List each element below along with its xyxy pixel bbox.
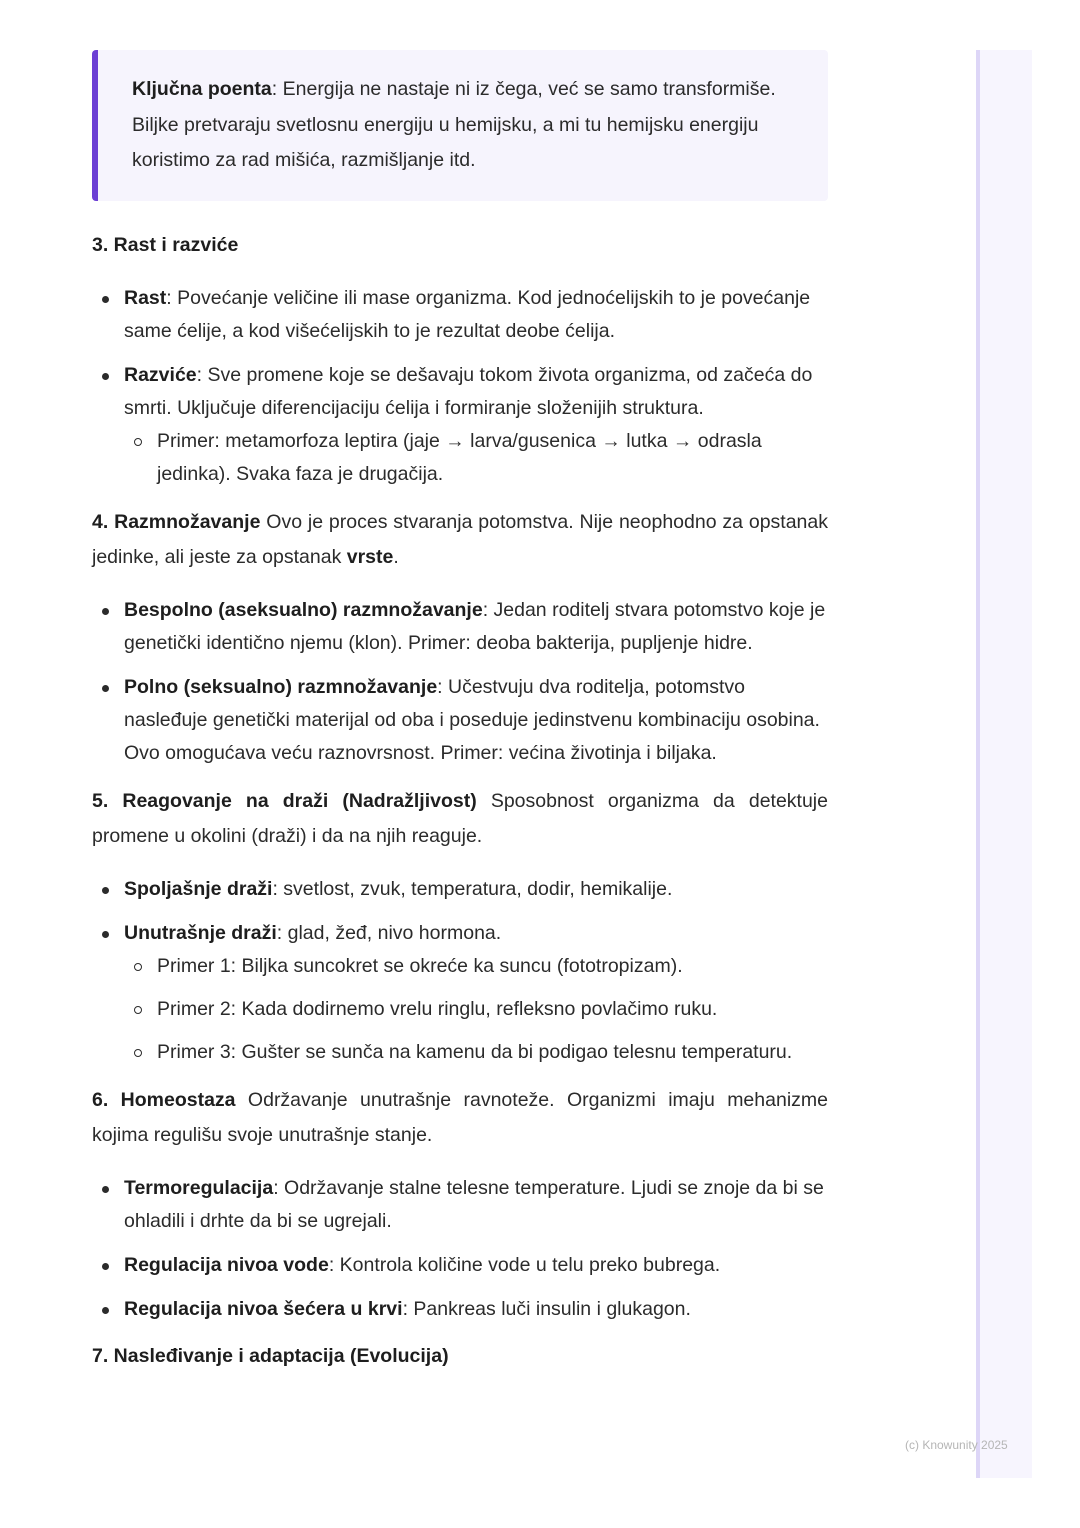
list-item xyxy=(92,1293,828,1326)
sub-list xyxy=(124,425,828,491)
sub-list xyxy=(124,950,828,1069)
definition: : Kontrola količine vode u telu preko bubrega. xyxy=(328,1253,721,1276)
definition: : Jedan roditelj stvara potomstvo koje je genetički identično njemu (klon). Primer: deoba bakterija, pupljenje hidre. xyxy=(124,598,826,654)
copyright-footer: (c) Knowunity 2025 xyxy=(905,1438,1008,1452)
section-stimuli-intro xyxy=(92,784,828,854)
reproduction-list xyxy=(92,594,828,770)
section-homeostasis-intro xyxy=(92,1083,828,1153)
term: Polno (seksualno) razmnožavanje xyxy=(124,675,438,698)
definition: : Povećanje veličine ili mase organizma. Kod jednoćelijskih to je povećanje same ćelije, a kod višećelijskih to je rezultat deobe ćelija. xyxy=(124,286,811,342)
section-text: Sposobnost organizma da detektuje promene u okolini (draži) i da na njih reaguje. xyxy=(92,789,828,847)
sub-list-item: Primer: metamorfoza leptira (jaje → larva/gusenica → lutka → odrasla jedinka). Svaka faza je drugačija. xyxy=(124,425,828,491)
term: Regulacija nivoa šećera u krvi xyxy=(124,1297,403,1320)
list-item xyxy=(92,1172,828,1238)
term: Spoljašnje draži xyxy=(124,877,273,900)
sub-list-item: Primer 1: Biljka suncokret se okreće ka suncu (fototropizam). xyxy=(124,950,828,983)
document-content xyxy=(92,50,828,1393)
growth-list xyxy=(92,282,828,491)
term: Unutrašnje draži xyxy=(124,921,277,944)
emphasis: vrste xyxy=(346,545,394,568)
section-heading-growth: 3. Rast i razviće xyxy=(92,233,239,256)
list-item xyxy=(92,1249,828,1282)
definition: : Učestvuju dva roditelja, potomstvo nasleđuje genetički materijal od oba i poseduje jedinstvenu kombinaciju osobina. Ovo omogućava veću raznovrsnost. Primer: većina životinja i biljaka. xyxy=(124,675,820,764)
section-title: 6. Homeostaza xyxy=(92,1088,236,1111)
section-heading-evolution: 7. Nasleđivanje i adaptacija (Evolucija) xyxy=(92,1344,449,1367)
list-item xyxy=(92,359,828,491)
list-item xyxy=(92,873,828,906)
section-title: 4. Razmnožavanje xyxy=(92,510,261,533)
callout-label: Ključna poenta xyxy=(132,78,272,100)
stimuli-list xyxy=(92,873,828,1069)
list-item xyxy=(92,917,828,1069)
callout-text: : Energija ne nastaje ni iz čega, već se samo transformiše. Biljke pretvaraju svetlosnu energiju u hemijsku, a mi tu hemijsku energiju koristimo za rad mišića, razmišljanje itd. xyxy=(132,78,776,171)
definition: : glad, žeđ, nivo hormona. xyxy=(276,921,502,944)
homeostasis-list xyxy=(92,1172,828,1326)
definition: : svetlost, zvuk, temperatura, dodir, hemikalije. xyxy=(272,877,673,900)
list-item xyxy=(92,594,828,660)
section-text: Ovo je proces stvaranja potomstva. Nije neophodno za opstanak jedinke, ali jeste za opstanak xyxy=(92,510,828,568)
sub-list-item: Primer 3: Gušter se sunča na kamenu da bi podigao telesnu temperaturu. xyxy=(124,1036,828,1069)
punctuation: . xyxy=(393,545,399,568)
side-panel xyxy=(976,50,1032,1478)
definition: : Održavanje stalne telesne temperature. Ljudi se znoje da bi se ohladili i drhte da bi se ugrejali. xyxy=(124,1176,824,1232)
list-item xyxy=(92,282,828,348)
section-reproduction-intro xyxy=(92,505,828,575)
section-title: 5. Reagovanje na draži (Nadražljivost) xyxy=(92,789,477,812)
key-point-callout xyxy=(92,50,828,201)
term: Rast xyxy=(124,286,167,309)
list-item xyxy=(92,671,828,770)
term: Termoregulacija xyxy=(124,1176,274,1199)
term: Bespolno (aseksualno) razmnožavanje xyxy=(124,598,483,621)
definition: : Sve promene koje se dešavaju tokom života organizma, od začeća do smrti. Uključuje diferencijaciju ćelija i formiranje složenijih struktura. xyxy=(124,363,813,419)
term: Razviće xyxy=(124,363,197,386)
definition: : Pankreas luči insulin i glukagon. xyxy=(402,1297,691,1320)
side-divider xyxy=(976,50,980,1478)
section-text: Održavanje unutrašnje ravnoteže. Organizmi imaju mehanizme kojima regulišu svoje unutrašnje stanje. xyxy=(92,1088,828,1146)
sub-list-item: Primer 2: Kada dodirnemo vrelu ringlu, refleksno povlačimo ruku. xyxy=(124,993,828,1026)
term: Regulacija nivoa vode xyxy=(124,1253,329,1276)
